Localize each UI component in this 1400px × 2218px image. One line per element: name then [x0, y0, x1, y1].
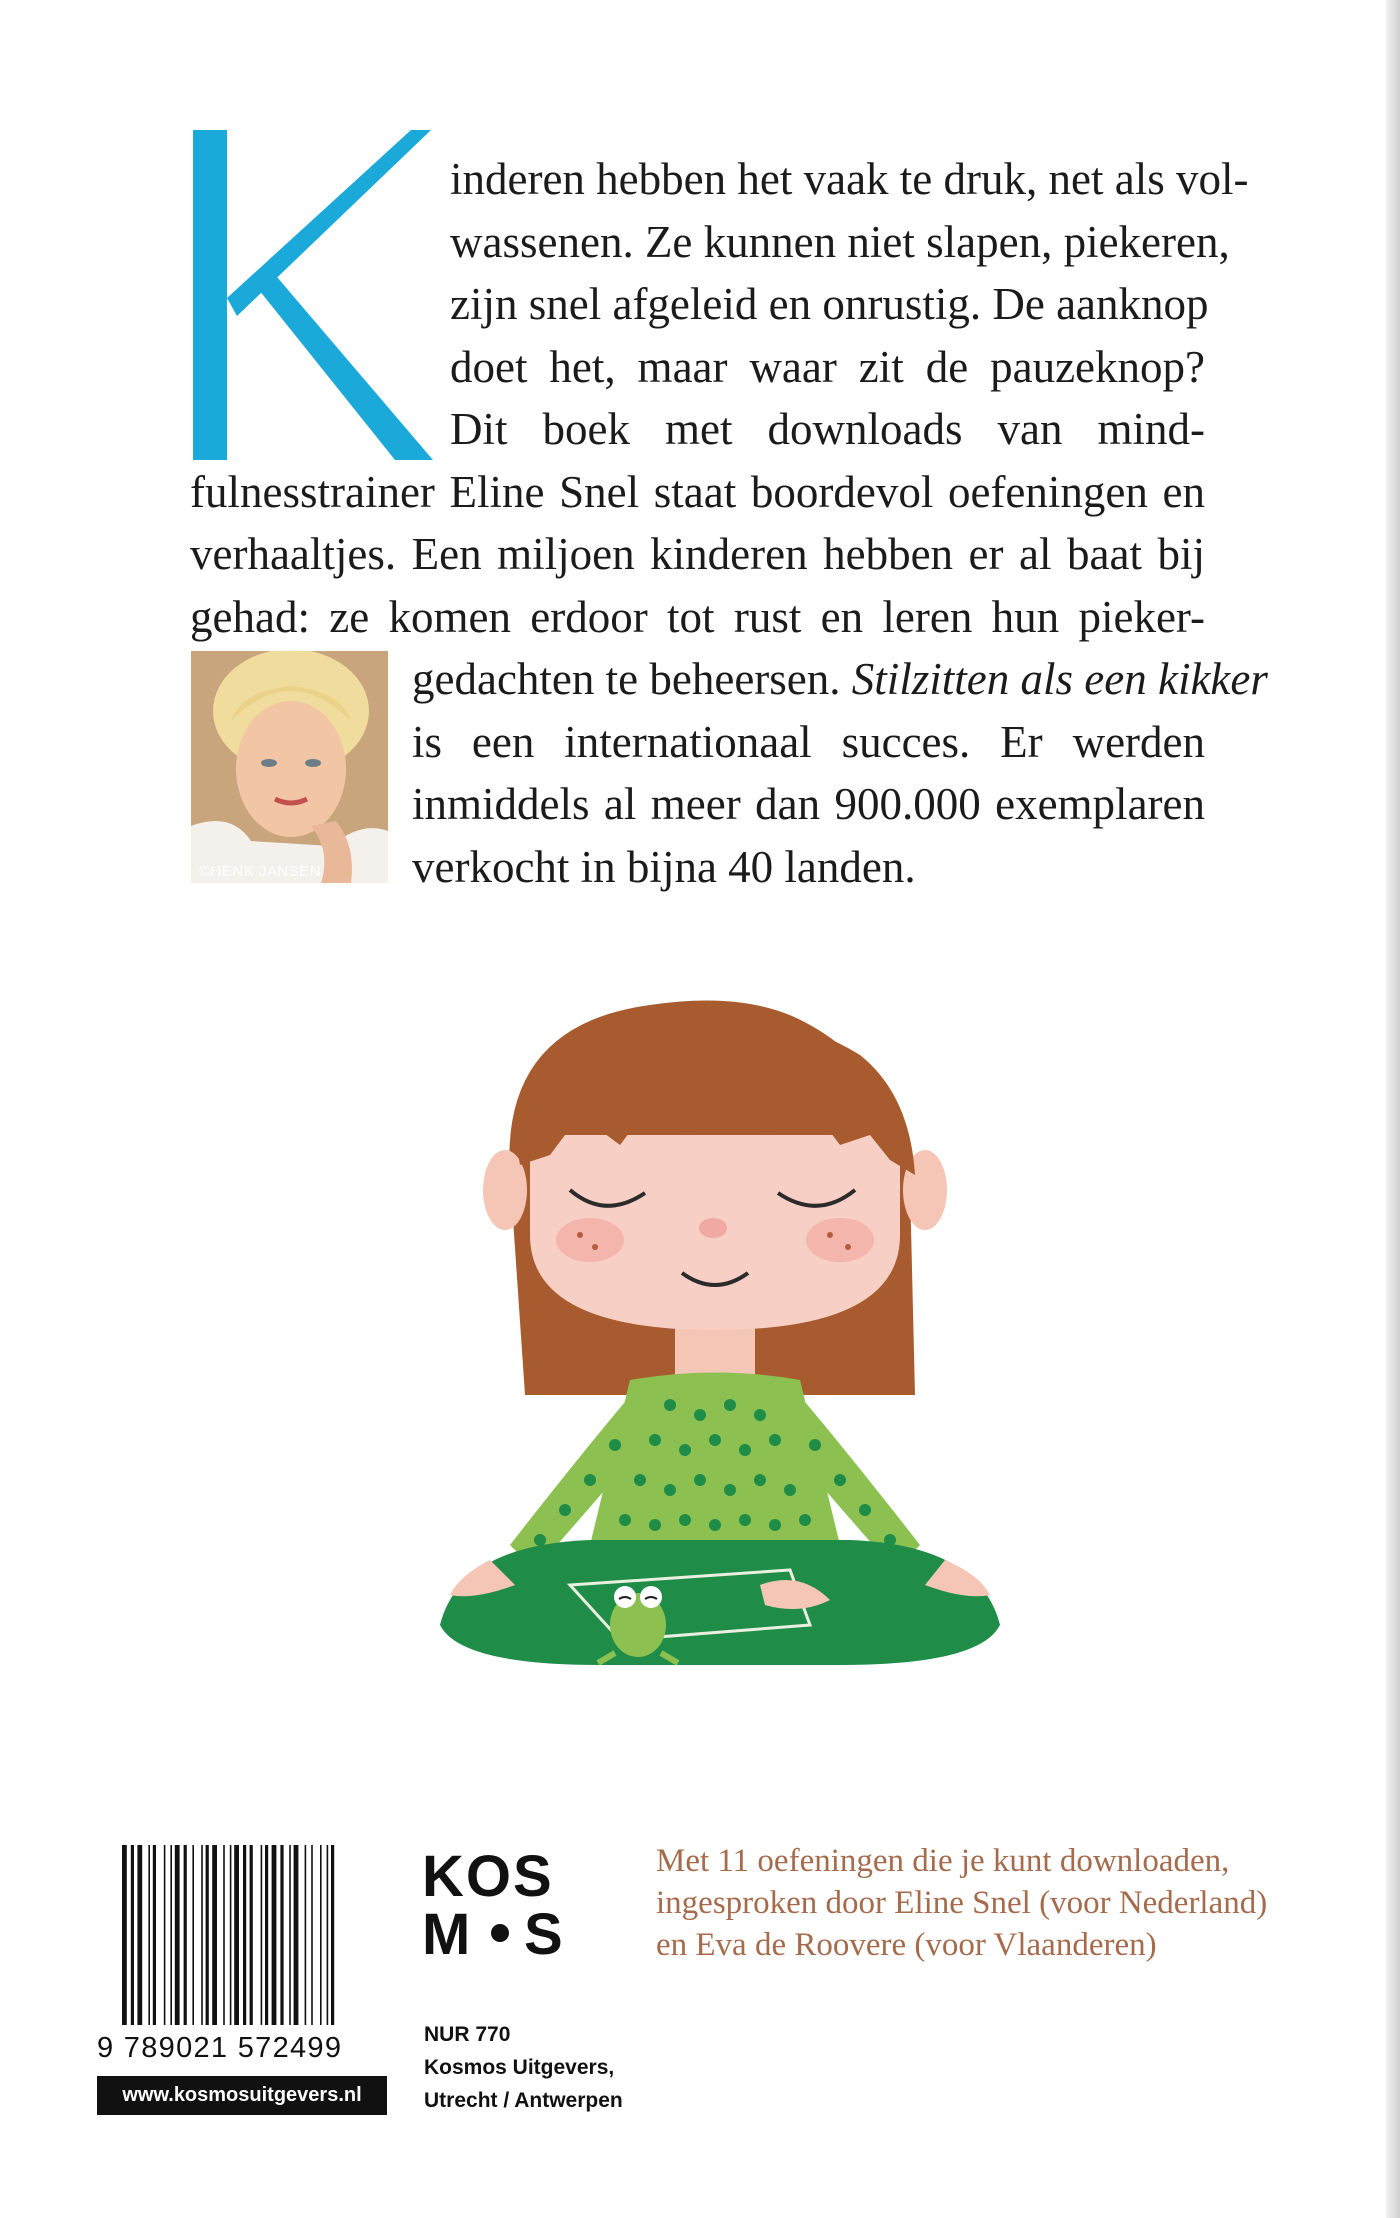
logo-row2-right: S	[524, 1902, 563, 1958]
logo-row2-left: M	[422, 1902, 471, 1958]
download-note	[656, 1840, 1356, 1966]
publisher-name: Kosmos Uitgevers,	[424, 2056, 615, 2079]
book-title: Stilzitten als een kikker	[851, 654, 1268, 704]
download-note-line: en Eva de Roovere (voor Vlaanderen)	[656, 1927, 1157, 1963]
publisher-info	[424, 2018, 623, 2117]
blurb-line: wassenen. Ze kunnen niet slapen, piekeren,	[450, 216, 1230, 267]
publisher-cities: Utrecht / Antwerpen	[424, 2089, 623, 2112]
blurb-line-text: gedachten te beheersen.	[412, 654, 841, 704]
logo-row1: KOS	[422, 1848, 554, 1909]
blurb-line: verhaaltjes. Een miljoen kinderen hebben er al baat bij	[190, 529, 1205, 579]
logo-dot	[491, 1924, 509, 1942]
dropcap-text: K	[175, 130, 176, 131]
blurb-line: inderen hebben het vaak te druk, net als vol-	[450, 154, 1249, 204]
blurb-line: doet het, maar waar zit de pauzeknop?	[450, 341, 1205, 392]
blurb-line: verkocht in bijna 40 landen.	[412, 841, 916, 892]
blurb-line: inmiddels al meer dan 900.000 exemplaren	[412, 779, 1205, 829]
photo-credit: ©HENK JANSEN	[199, 863, 322, 880]
download-note-line: Met 11 oefeningen die je kunt downloaden,	[656, 1843, 1230, 1879]
page-edge-shadow	[1386, 0, 1400, 2218]
blurb-line: gehad: ze komen erdoor tot rust en leren hun pieker-	[190, 591, 1205, 642]
website-url: www.kosmosuitgevers.nl	[97, 2076, 387, 2115]
author-photo	[191, 651, 388, 883]
blurb-line: zijn snel afgeleid en onrustig. De aanknop	[450, 279, 1209, 329]
blurb-line	[412, 648, 1268, 711]
kosmos-logo	[422, 1848, 574, 1958]
isbn-digits: 9 789021 572499	[97, 2032, 343, 2064]
blurb-line: fulnesstrainer Eline Snel staat boordevol oefeningen en	[190, 466, 1205, 517]
nur-code: NUR 770	[424, 2023, 511, 2046]
meditating-girl-illustration	[420, 985, 1020, 1795]
author-portrait	[191, 651, 388, 883]
download-note-line: ingesproken door Eline Snel (voor Nederland)	[656, 1885, 1268, 1921]
blurb-line: is een internationaal succes. Er werden	[412, 716, 1205, 767]
barcode	[122, 1845, 384, 2025]
blurb-line: Dit boek met downloads van mind-	[450, 404, 1205, 454]
